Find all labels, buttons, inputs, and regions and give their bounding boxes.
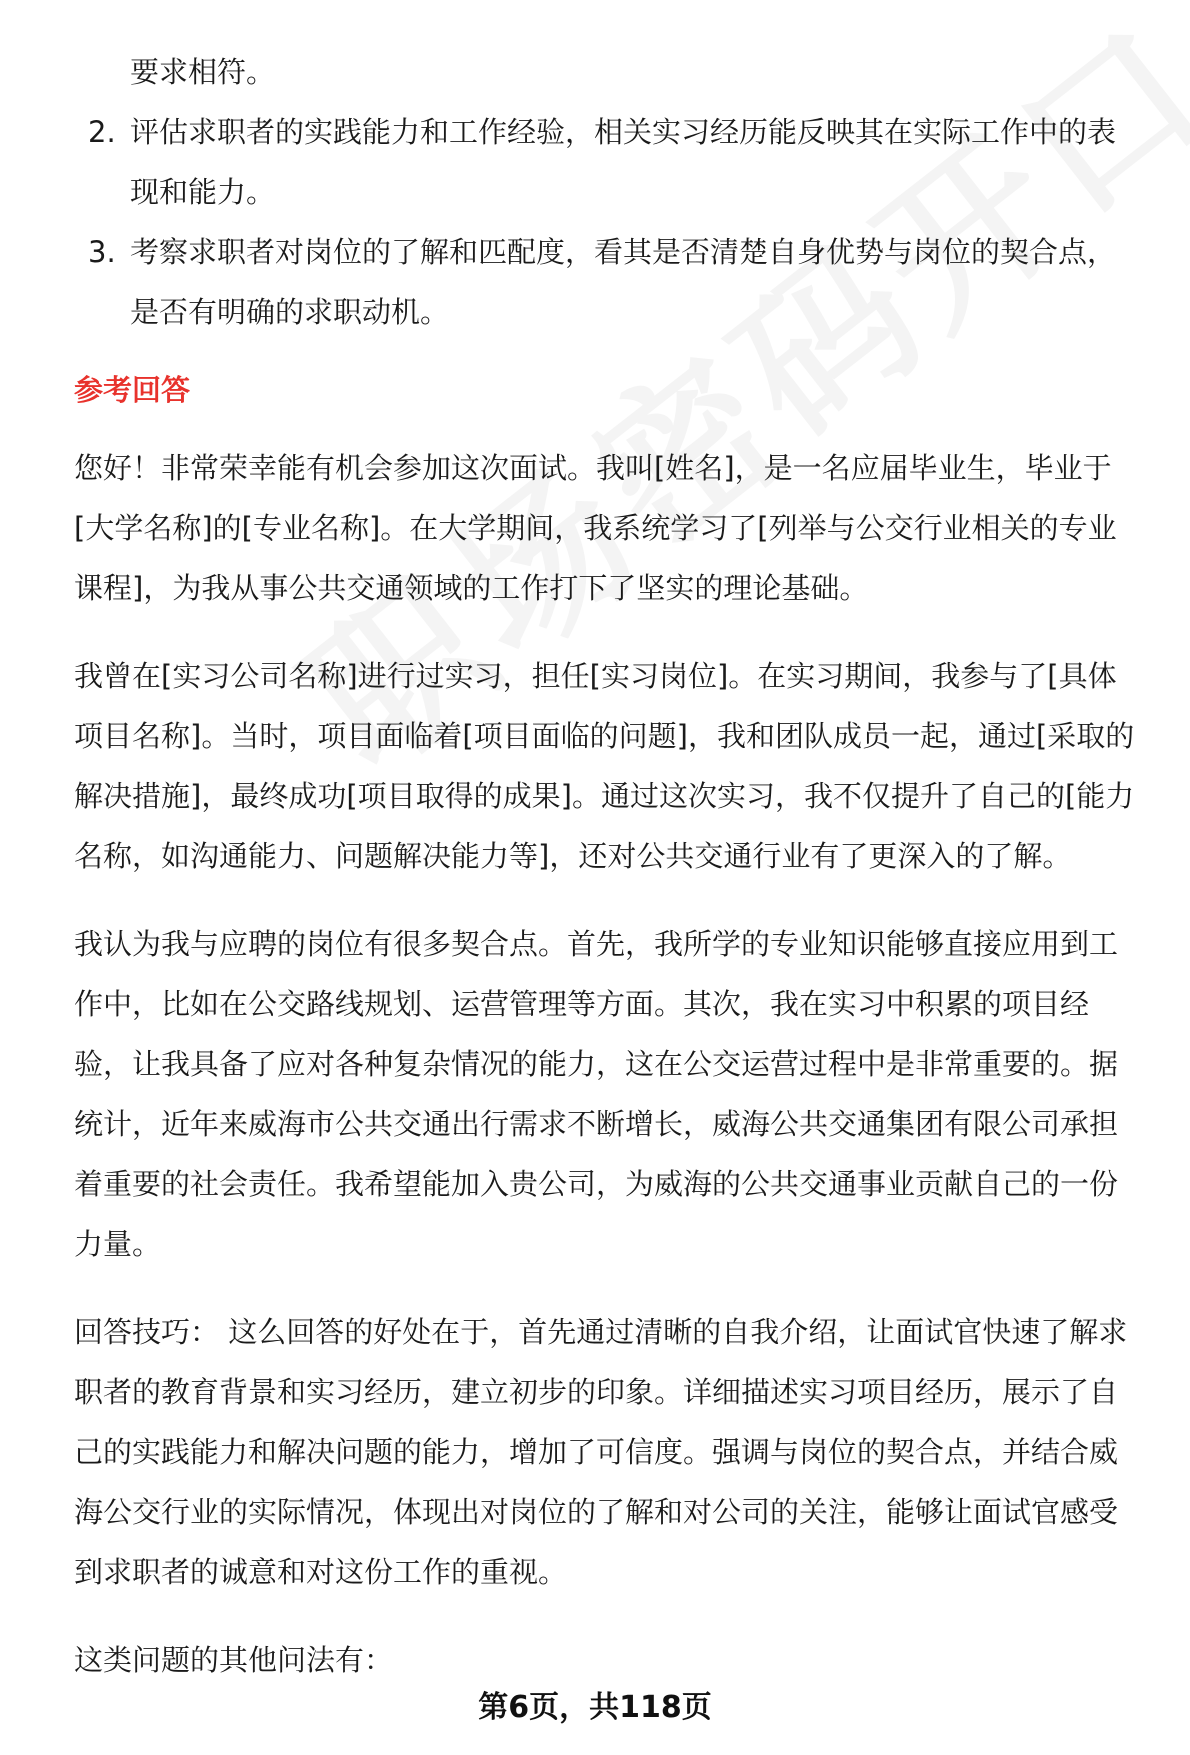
list-item-text: 现和能力。	[130, 175, 276, 209]
paragraph	[74, 1302, 1164, 1602]
paragraph-line: 力量。	[74, 1227, 162, 1261]
paragraph-line: 项目名称]。当时，项目面临着[项目面临的问题]，我和团队成员一起，通过[采取的	[74, 719, 1135, 753]
page-content	[74, 42, 1164, 1690]
paragraph	[74, 646, 1164, 886]
answer-body	[74, 438, 1164, 1690]
paragraph-line: 海公交行业的实际情况，体现出对岗位的了解和对公司的关注，能够让面试官感受	[74, 1495, 1119, 1529]
paragraph	[74, 914, 1164, 1274]
paragraph-line: 到求职者的诚意和对这份工作的重视。	[74, 1555, 568, 1589]
list-item-text: 是否有明确的求职动机。	[130, 295, 450, 329]
paragraph-line: 验，让我具备了应对各种复杂情况的能力，这在公交运营过程中是非常重要的。据	[74, 1047, 1119, 1081]
paragraph-line: 解决措施]，最终成功[项目取得的成果]。通过这次实习，我不仅提升了自己的[能力	[74, 779, 1135, 813]
paragraph-line: 己的实践能力和解决问题的能力，增加了可信度。强调与岗位的契合点，并结合威	[74, 1435, 1119, 1469]
list-item-continuation	[74, 42, 1164, 102]
paragraph-line: 我曾在[实习公司名称]进行过实习，担任[实习岗位]。在实习期间，我参与了[具体	[74, 659, 1117, 693]
paragraph-line: 名称，如沟通能力、问题解决能力等]，还对公共交通行业有了更深入的了解。	[74, 839, 1072, 873]
paragraph-line: 我认为我与应聘的岗位有很多契合点。首先，我所学的专业知识能够直接应用到工	[74, 927, 1119, 961]
section-heading: 参考回答	[74, 373, 191, 407]
page-footer: 第6页，共118页	[478, 1690, 712, 1725]
list-item-number: 3.	[88, 235, 116, 269]
paragraph-line: 课程]，为我从事公共交通领域的工作打下了坚实的理论基础。	[74, 571, 869, 605]
list-item-line	[74, 222, 1164, 282]
numbered-list	[74, 102, 1164, 342]
list-item-text: 评估求职者的实践能力和工作经验，相关实习经历能反映其在实际工作中的表	[130, 115, 1117, 149]
paragraph-line: 统计，近年来威海市公共交通出行需求不断增长，威海公共交通集团有限公司承担	[74, 1107, 1119, 1141]
paragraph-line: 作中，比如在公交路线规划、运营管理等方面。其次，我在实习中积累的项目经	[74, 987, 1090, 1021]
list-item-line	[74, 282, 1164, 342]
list-item-text: 考察求职者对岗位的了解和匹配度，看其是否清楚自身优势与岗位的契合点，	[130, 235, 1117, 269]
paragraph-line: 这类问题的其他问法有：	[74, 1643, 394, 1677]
paragraph-line: 您好！非常荣幸能有机会参加这次面试。我叫[姓名]，是一名应届毕业生，毕业于	[74, 451, 1112, 485]
list-continuation-text: 要求相符。	[130, 55, 276, 89]
list-item-line	[74, 162, 1164, 222]
paragraph	[74, 1630, 1164, 1690]
list-item-number: 2.	[88, 115, 116, 149]
paragraph-line: 着重要的社会责任。我希望能加入贵公司，为威海的公共交通事业贡献自己的一份	[74, 1167, 1119, 1201]
paragraph	[74, 438, 1164, 618]
paragraph-line: [大学名称]的[专业名称]。在大学期间，我系统学习了[列举与公交行业相关的专业	[74, 511, 1117, 545]
paragraph-line: 回答技巧： 这么回答的好处在于，首先通过清晰的自我介绍，让面试官快速了解求	[74, 1315, 1128, 1349]
list-item-line	[74, 102, 1164, 162]
paragraph-line: 职者的教育背景和实习经历，建立初步的印象。详细描述实习项目经历，展示了自	[74, 1375, 1119, 1409]
